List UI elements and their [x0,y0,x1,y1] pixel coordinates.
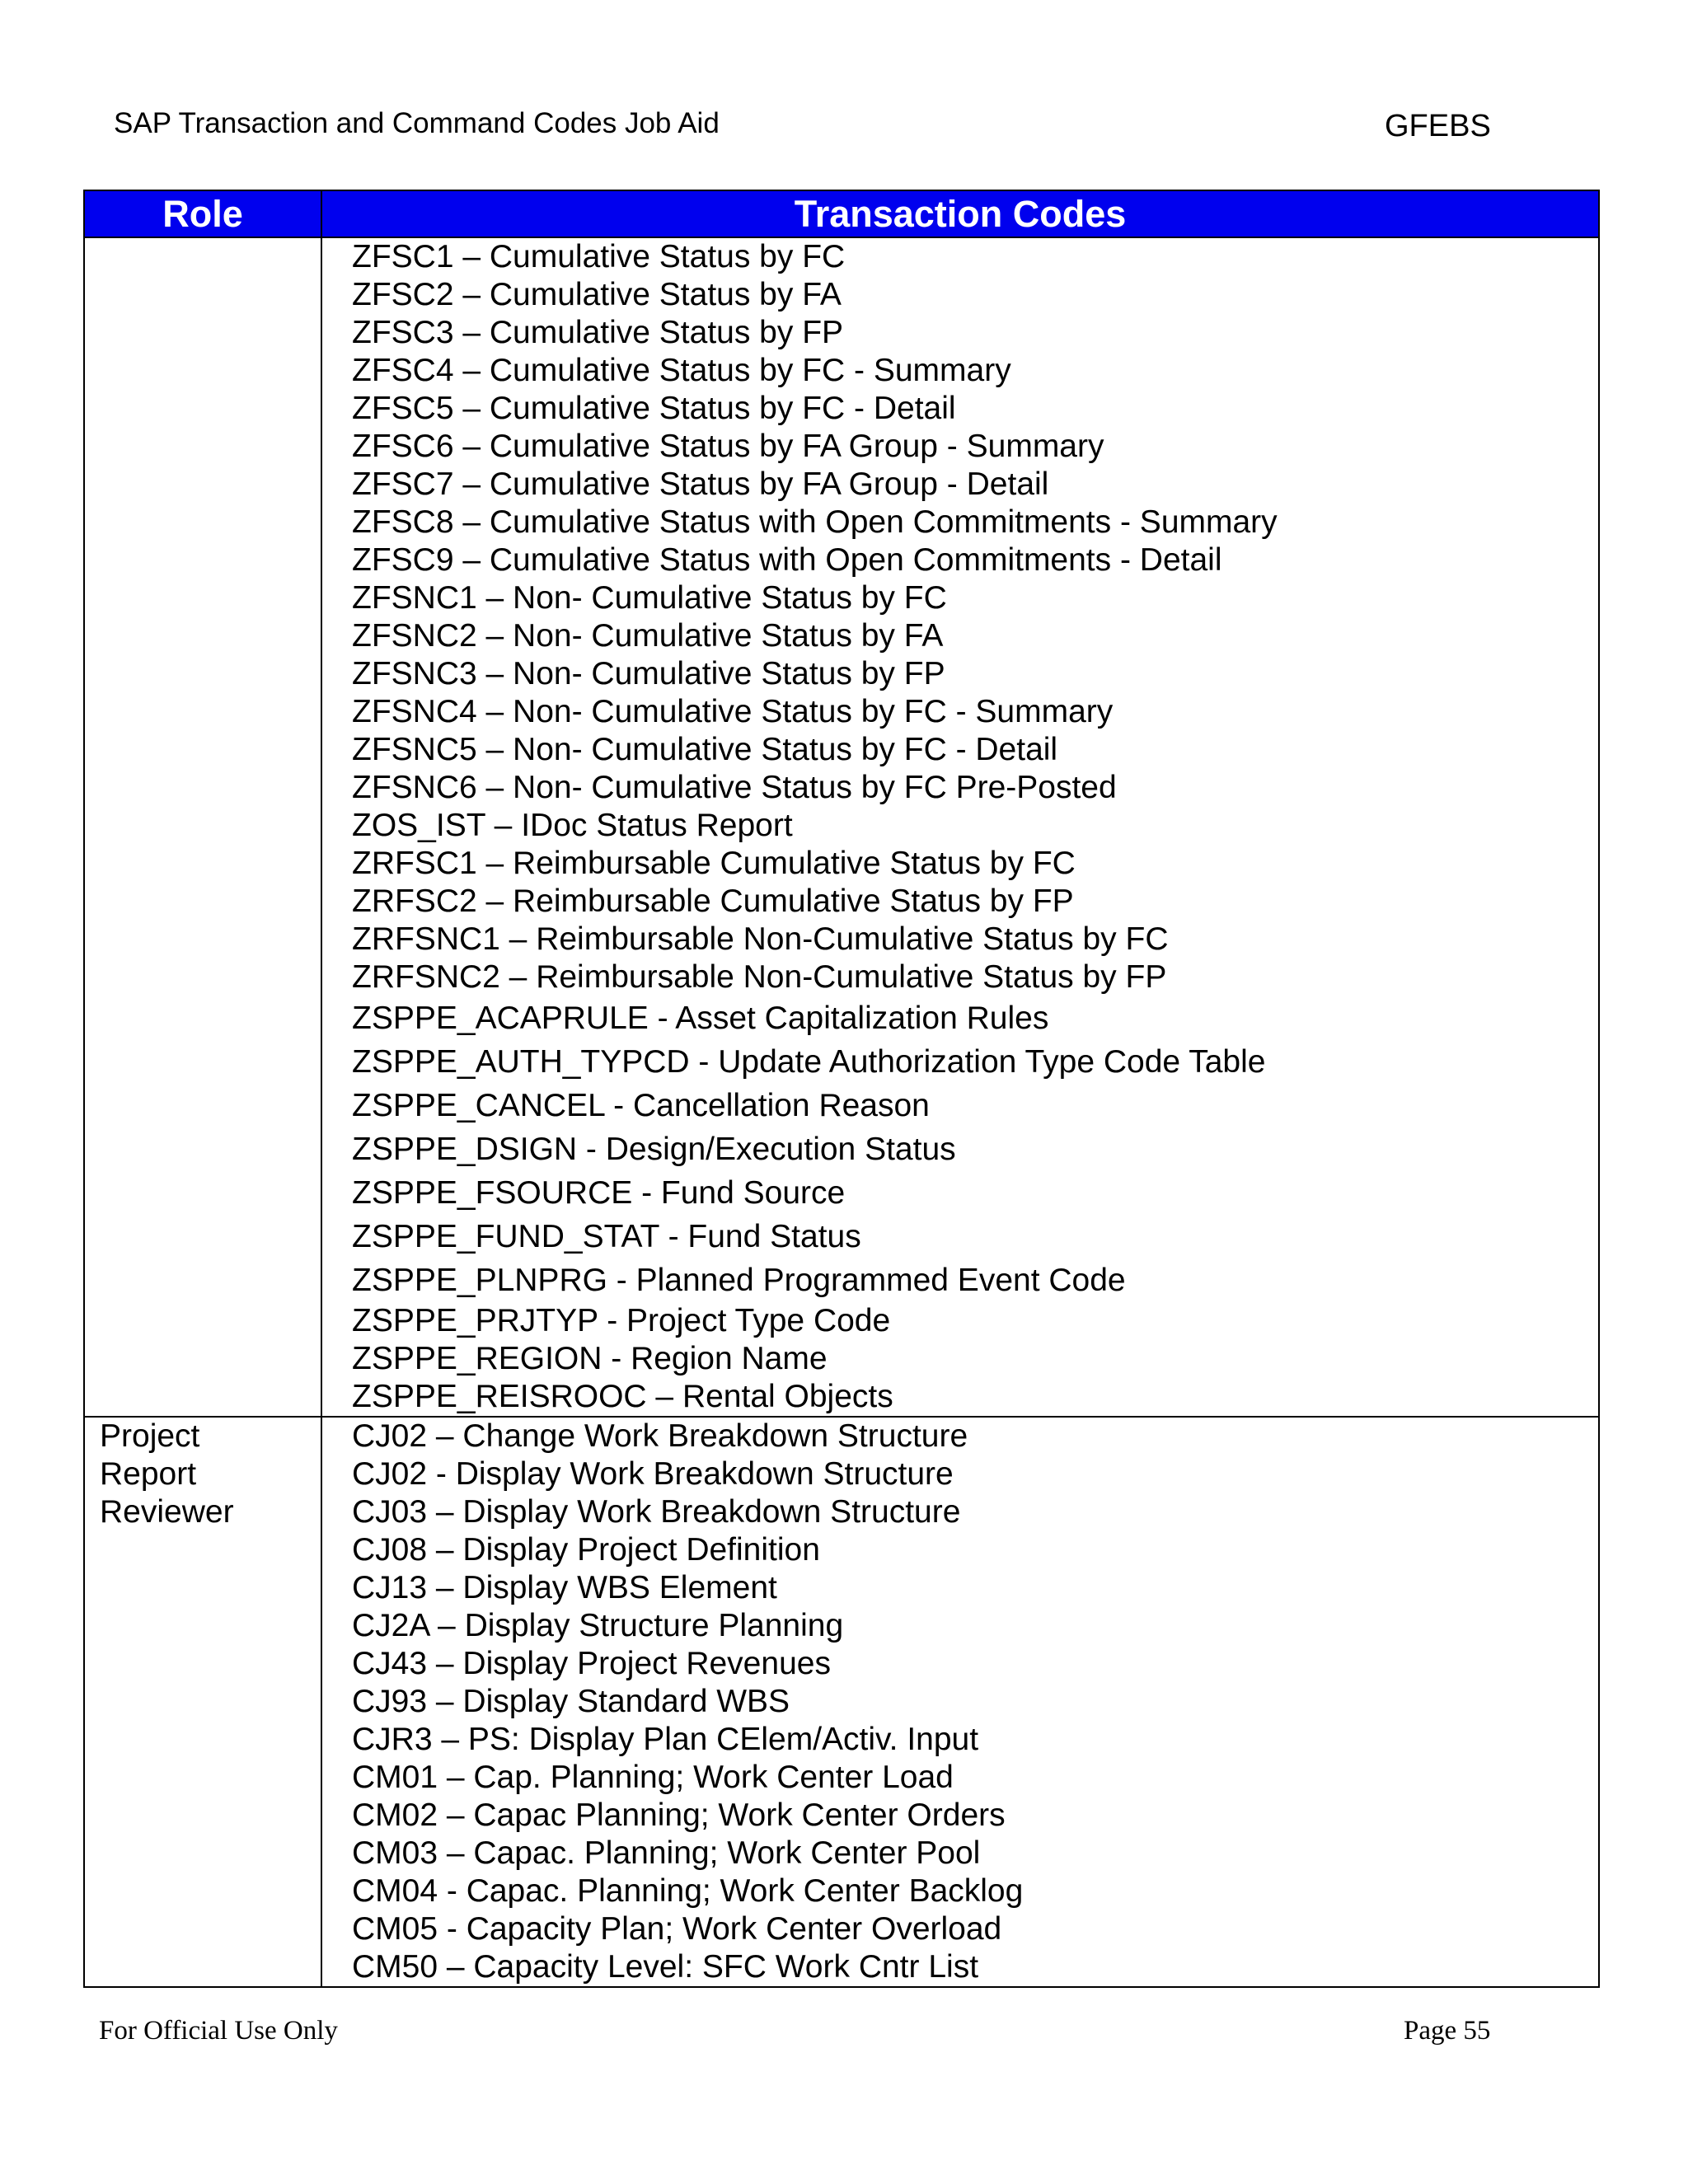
code-line: CJ93 – Display Standard WBS [352,1684,790,1719]
code-line: ZFSNC2 – Non- Cumulative Status by FA [352,618,944,654]
code-line: ZFSNC1 – Non- Cumulative Status by FC [352,580,947,616]
code-line: ZRFSC1 – Reimbursable Cumulative Status by FC [352,846,1076,881]
column-header-role: Role [84,190,321,237]
code-line: ZFSC1 – Cumulative Status by FC [352,239,846,274]
code-line: CJ02 – Change Work Breakdown Structure [352,1418,968,1454]
system-name: GFEBS [1385,109,1491,143]
code-line: CM05 - Capacity Plan; Work Center Overload [352,1911,1002,1947]
code-line: ZFSC8 – Cumulative Status with Open Commitments - Summary [352,504,1278,540]
code-line: CJ13 – Display WBS Element [352,1570,777,1605]
code-line: CJ03 – Display Work Breakdown Structure [352,1494,961,1530]
table-header-row [84,190,1599,237]
code-line: ZFSC7 – Cumulative Status by FA Group - Detail [352,466,1049,502]
code-line: ZFSNC5 – Non- Cumulative Status by FC - Detail [352,732,1058,767]
code-line: ZSPPE_PRJTYP - Project Type Code [352,1303,891,1338]
code-line: CJ02 - Display Work Breakdown Structure [352,1456,954,1492]
code-line: ZOS_IST – IDoc Status Report [352,808,793,843]
codes-cell [321,1417,1599,1987]
code-line: ZRFSC2 – Reimbursable Cumulative Status by FP [352,883,1074,919]
code-line: ZSPPE_PLNPRG - Planned Programmed Event Code [352,1263,1126,1298]
table-row [84,237,1599,1417]
document-title: SAP Transaction and Command Codes Job Aid [114,107,720,139]
table-row [84,1417,1599,1987]
code-line: ZFSNC6 – Non- Cumulative Status by FC Pre-Posted [352,770,1117,805]
code-line: CJR3 – PS: Display Plan CElem/Activ. Input [352,1722,979,1757]
code-line: ZSPPE_AUTH_TYPCD - Update Authorization Type Code Table [352,1044,1266,1080]
code-line: CJ08 – Display Project Definition [352,1532,820,1568]
code-line: ZRFSNC2 – Reimbursable Non-Cumulative Status by FP [352,959,1167,995]
role-name-line: Project [100,1418,200,1454]
code-line: ZFSC9 – Cumulative Status with Open Commitments - Detail [352,542,1222,578]
code-line: ZFSC3 – Cumulative Status by FP [352,315,844,350]
code-line: ZSPPE_FUND_STAT - Fund Status [352,1219,861,1254]
code-line: CJ43 – Display Project Revenues [352,1646,831,1681]
code-line: ZFSC5 – Cumulative Status by FC - Detail [352,391,956,426]
role-name-line: Report [100,1456,197,1492]
code-line: ZSPPE_REGION - Region Name [352,1341,828,1376]
role-cell [84,1417,321,1987]
code-line: ZFSC4 – Cumulative Status by FC - Summary [352,353,1011,388]
footer-classification: For Official Use Only [99,2016,338,2046]
code-line: CM03 – Capac. Planning; Work Center Pool [352,1835,981,1871]
code-line: ZFSNC4 – Non- Cumulative Status by FC - Summary [352,694,1114,729]
code-line: ZFSC2 – Cumulative Status by FA [352,277,842,312]
role-cell [84,237,321,1417]
page-number: Page 55 [1404,2016,1491,2046]
code-line: ZFSC6 – Cumulative Status by FA Group - Summary [352,429,1104,464]
code-line: ZSPPE_ACAPRULE - Asset Capitalization Rules [352,1001,1049,1036]
transaction-codes-table [83,190,1600,1988]
code-line: CM02 – Capac Planning; Work Center Orders [352,1797,1006,1833]
code-line: ZSPPE_FSOURCE - Fund Source [352,1175,846,1211]
code-line: CJ2A – Display Structure Planning [352,1608,844,1643]
role-name-line: Reviewer [100,1494,234,1530]
code-line: ZSPPE_DSIGN - Design/Execution Status [352,1132,956,1167]
code-line: ZSPPE_REISROOC – Rental Objects [352,1379,893,1414]
code-line: CM01 – Cap. Planning; Work Center Load [352,1760,954,1795]
code-line: CM50 – Capacity Level: SFC Work Cntr List [352,1949,979,1985]
codes-cell [321,237,1599,1417]
code-line: CM04 - Capac. Planning; Work Center Backlog [352,1873,1024,1909]
code-line: ZRFSNC1 – Reimbursable Non-Cumulative Status by FC [352,921,1169,957]
column-header-transaction-codes: Transaction Codes [321,190,1599,237]
code-line: ZFSNC3 – Non- Cumulative Status by FP [352,656,945,691]
code-line: ZSPPE_CANCEL - Cancellation Reason [352,1088,930,1123]
